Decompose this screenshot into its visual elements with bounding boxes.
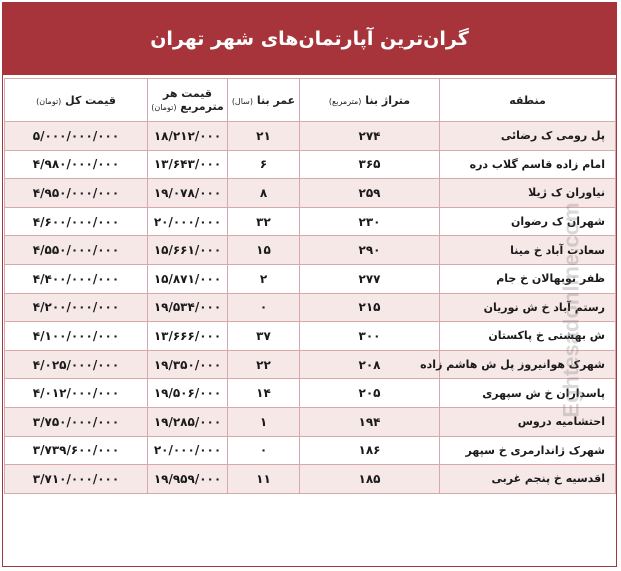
cell-region: نیاوران ک ژیلا [440, 179, 616, 208]
cell-area: ۱۹۴ [300, 407, 440, 436]
header-age: عمر بنا (سال) [228, 79, 300, 122]
cell-region: اقدسیه خ پنجم غربی [440, 465, 616, 494]
cell-region: شهران ک رضوان [440, 207, 616, 236]
cell-age: ۱۴ [228, 379, 300, 408]
cell-area: ۲۳۰ [300, 207, 440, 236]
cell-area: ۲۱۵ [300, 293, 440, 322]
cell-area: ۲۷۴ [300, 122, 440, 151]
cell-age: ۶ [228, 150, 300, 179]
header-region: منطقه [440, 79, 616, 122]
cell-total: ۴/۵۵۰/۰۰۰/۰۰۰ [5, 236, 148, 265]
cell-area: ۱۸۵ [300, 465, 440, 494]
cell-price-per-m2: ۱۵/۶۶۱/۰۰۰ [148, 236, 228, 265]
cell-age: ۱۱ [228, 465, 300, 494]
cell-total: ۴/۰۱۲/۰۰۰/۰۰۰ [5, 379, 148, 408]
cell-area: ۱۸۶ [300, 436, 440, 465]
cell-age: ۰ [228, 436, 300, 465]
table-row [5, 264, 616, 293]
cell-region: شهرک هوانیروز پل ش هاشم زاده [440, 350, 616, 379]
title-text: گران‌ترین آپارتمان‌های شهر تهران [150, 27, 469, 50]
cell-region: ش بهشتی خ پاکستان [440, 322, 616, 351]
cell-total: ۳/۷۳۹/۶۰۰/۰۰۰ [5, 436, 148, 465]
cell-age: ۸ [228, 179, 300, 208]
table-row [5, 379, 616, 408]
cell-region: پل رومی ک رضائی [440, 122, 616, 151]
cell-price-per-m2: ۱۹/۵۳۴/۰۰۰ [148, 293, 228, 322]
cell-price-per-m2: ۱۹/۵۰۶/۰۰۰ [148, 379, 228, 408]
cell-total: ۴/۹۸۰/۰۰۰/۰۰۰ [5, 150, 148, 179]
cell-price-per-m2: ۱۸/۲۱۲/۰۰۰ [148, 122, 228, 151]
apartment-price-table [4, 78, 616, 494]
cell-area: ۲۰۸ [300, 350, 440, 379]
cell-total: ۴/۹۵۰/۰۰۰/۰۰۰ [5, 179, 148, 208]
cell-area: ۳۶۵ [300, 150, 440, 179]
cell-age: ۱ [228, 407, 300, 436]
cell-area: ۲۹۰ [300, 236, 440, 265]
cell-age: ۲۲ [228, 350, 300, 379]
cell-region: پاسداران خ ش سپهری [440, 379, 616, 408]
table-row [5, 436, 616, 465]
cell-region: سعادت آباد خ مینا [440, 236, 616, 265]
cell-total: ۵/۰۰۰/۰۰۰/۰۰۰ [5, 122, 148, 151]
cell-region: ظفر نوبهالان خ جام [440, 264, 616, 293]
header-total-price: قیمت کل (تومان) [5, 79, 148, 122]
cell-age: ۲ [228, 264, 300, 293]
cell-area: ۲۵۹ [300, 179, 440, 208]
cell-age: ۰ [228, 293, 300, 322]
table-row [5, 150, 616, 179]
header-price-per-m2: قیمت هر مترمربع (تومان) [148, 79, 228, 122]
cell-price-per-m2: ۲۰/۰۰۰/۰۰۰ [148, 207, 228, 236]
cell-price-per-m2: ۱۹/۲۸۵/۰۰۰ [148, 407, 228, 436]
cell-age: ۳۲ [228, 207, 300, 236]
cell-age: ۱۵ [228, 236, 300, 265]
cell-age: ۳۷ [228, 322, 300, 351]
table-row [5, 465, 616, 494]
cell-total: ۴/۰۲۵/۰۰۰/۰۰۰ [5, 350, 148, 379]
cell-total: ۴/۶۰۰/۰۰۰/۰۰۰ [5, 207, 148, 236]
cell-region: احتشامیه دروس [440, 407, 616, 436]
table-row [5, 122, 616, 151]
table-row [5, 207, 616, 236]
table-row [5, 236, 616, 265]
table-row [5, 322, 616, 351]
watermark-text: Eghtesadonline.com [559, 202, 584, 418]
cell-region: شهرک ژاندارمری خ سپهر [440, 436, 616, 465]
cell-price-per-m2: ۱۹/۹۵۹/۰۰۰ [148, 465, 228, 494]
cell-age: ۲۱ [228, 122, 300, 151]
cell-area: ۲۷۷ [300, 264, 440, 293]
cell-region: رستم آباد خ ش نوریان [440, 293, 616, 322]
cell-price-per-m2: ۱۹/۰۷۸/۰۰۰ [148, 179, 228, 208]
table-row [5, 350, 616, 379]
cell-price-per-m2: ۱۹/۳۵۰/۰۰۰ [148, 350, 228, 379]
table-header-row [5, 79, 616, 122]
cell-price-per-m2: ۱۳/۶۶۶/۰۰۰ [148, 322, 228, 351]
table-row [5, 293, 616, 322]
page-title [2, 2, 617, 75]
cell-area: ۳۰۰ [300, 322, 440, 351]
cell-total: ۴/۴۰۰/۰۰۰/۰۰۰ [5, 264, 148, 293]
cell-price-per-m2: ۱۵/۸۷۱/۰۰۰ [148, 264, 228, 293]
header-area: متراژ بنا (مترمربع) [300, 79, 440, 122]
cell-price-per-m2: ۱۳/۶۴۳/۰۰۰ [148, 150, 228, 179]
cell-total: ۴/۱۰۰/۰۰۰/۰۰۰ [5, 322, 148, 351]
cell-price-per-m2: ۲۰/۰۰۰/۰۰۰ [148, 436, 228, 465]
table-row [5, 407, 616, 436]
cell-total: ۴/۲۰۰/۰۰۰/۰۰۰ [5, 293, 148, 322]
cell-total: ۳/۷۱۰/۰۰۰/۰۰۰ [5, 465, 148, 494]
cell-area: ۲۰۵ [300, 379, 440, 408]
cell-total: ۳/۷۵۰/۰۰۰/۰۰۰ [5, 407, 148, 436]
cell-region: امام زاده قاسم گلاب دره [440, 150, 616, 179]
table-row [5, 179, 616, 208]
